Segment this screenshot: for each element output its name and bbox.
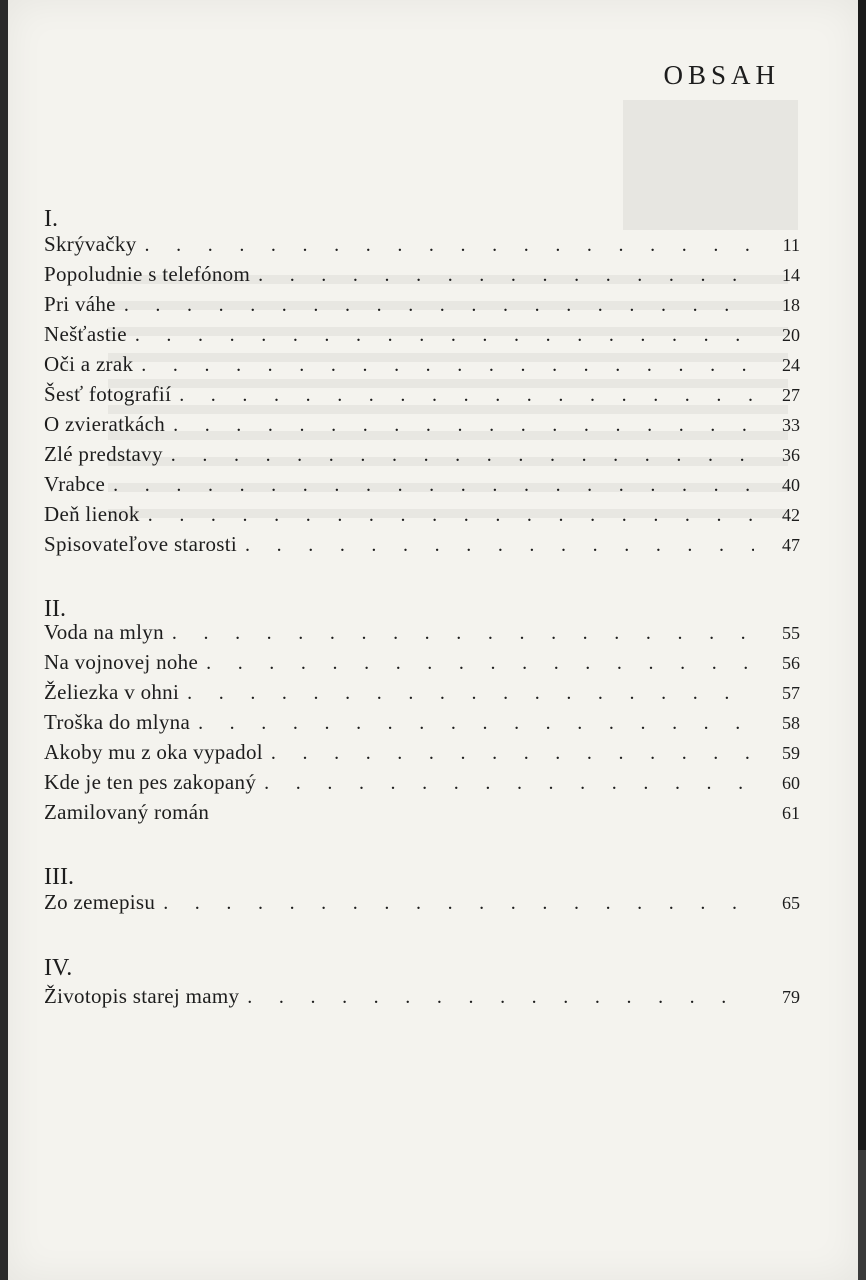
toc-entry: [44, 620, 800, 650]
section-numeral: IV.: [44, 955, 73, 981]
dot-leader: [165, 414, 754, 437]
page-number: 58: [782, 713, 800, 733]
dot-leader: [171, 384, 754, 407]
section-numeral: III.: [44, 864, 74, 890]
toc-entry: [44, 710, 800, 740]
toc-entry: [44, 292, 800, 322]
entry-title: Spisovateľove starosti: [44, 532, 238, 556]
toc-entry: [44, 232, 800, 262]
page-number: 55: [782, 623, 800, 643]
entry-title: Deň lienok: [44, 502, 140, 526]
page-number: 27: [782, 385, 800, 405]
entry-title: Popoludnie s telefónom: [44, 262, 251, 286]
entry-title: Voda na mlyn: [44, 620, 164, 644]
section-numeral: I.: [44, 206, 58, 232]
page-number: 60: [782, 773, 800, 793]
toc-entry: [44, 352, 800, 382]
page-title: OBSAH: [663, 60, 780, 90]
dot-leader: [263, 742, 754, 765]
dot-leader: [239, 986, 754, 1009]
page-number: 61: [782, 803, 800, 823]
book-page: [8, 0, 858, 1280]
toc-entry: [44, 984, 800, 1014]
page-number: 24: [782, 355, 800, 375]
entry-title: Šesť fotografií: [44, 382, 172, 406]
entry-title: Vrabce: [44, 472, 106, 496]
dot-leader: [198, 652, 754, 675]
toc-entry: [44, 890, 800, 920]
dot-leader: [256, 772, 754, 795]
entry-title: Skrývačky: [44, 232, 137, 256]
dot-leader: [190, 712, 754, 735]
toc-entry: [44, 740, 800, 770]
section-numeral: II.: [44, 596, 66, 622]
toc-entry: [44, 472, 800, 502]
page-number: 56: [782, 653, 800, 673]
entry-title: Na vojnovej nohe: [44, 650, 199, 674]
page-number: 20: [782, 325, 800, 345]
page-number: 65: [782, 893, 800, 913]
toc-entry: [44, 532, 800, 562]
dot-leader: [250, 264, 754, 287]
page-number: 36: [782, 445, 800, 465]
toc-entry: [44, 800, 800, 830]
page-number: 57: [782, 683, 800, 703]
page-number: 59: [782, 743, 800, 763]
dot-leader: [163, 444, 754, 467]
toc-entry: [44, 412, 800, 442]
entry-title: O zvieratkách: [44, 412, 166, 436]
page-number: 18: [782, 295, 800, 315]
toc-entry: [44, 442, 800, 472]
dot-leader: [137, 234, 754, 257]
dot-leader: [105, 474, 754, 497]
page-number: 42: [782, 505, 800, 525]
toc-entry: [44, 502, 800, 532]
entry-title: Pri váhe: [44, 292, 116, 316]
toc-entry: [44, 382, 800, 412]
page-number: 33: [782, 415, 800, 435]
entry-title: Oči a zrak: [44, 352, 134, 376]
entry-title: Životopis starej mamy: [44, 984, 240, 1008]
entry-title: Zo zemepisu: [44, 890, 156, 914]
page-number: 47: [782, 535, 800, 555]
toc-entry: [44, 680, 800, 710]
page-number: 79: [782, 987, 800, 1007]
entry-title: Akoby mu z oka vypadol: [44, 740, 263, 764]
dot-leader: [237, 534, 754, 557]
toc-entry: [44, 650, 800, 680]
book-edge-right: [858, 1150, 866, 1280]
dot-leader: [133, 354, 754, 377]
toc-entry: [44, 322, 800, 352]
entry-title: Nešťastie: [44, 322, 127, 346]
dot-leader: [179, 682, 754, 705]
page-number: 11: [782, 235, 800, 255]
entry-title: Kde je ten pes zakopaný: [44, 770, 257, 794]
entry-title: Zlé predstavy: [44, 442, 163, 466]
dot-leader: [155, 892, 754, 915]
toc-entry: [44, 262, 800, 292]
dot-leader: [116, 294, 754, 317]
entry-title: Želiezka v ohni: [44, 680, 180, 704]
dot-leader: [164, 622, 754, 645]
entry-title: Zamilovaný román: [44, 800, 210, 824]
dot-leader: [140, 504, 754, 527]
page-number: 40: [782, 475, 800, 495]
book-edge-left: [0, 0, 8, 1280]
page-number: 14: [782, 265, 800, 285]
dot-leader: [127, 324, 754, 347]
toc-entry: [44, 770, 800, 800]
entry-title: Troška do mlyna: [44, 710, 191, 734]
